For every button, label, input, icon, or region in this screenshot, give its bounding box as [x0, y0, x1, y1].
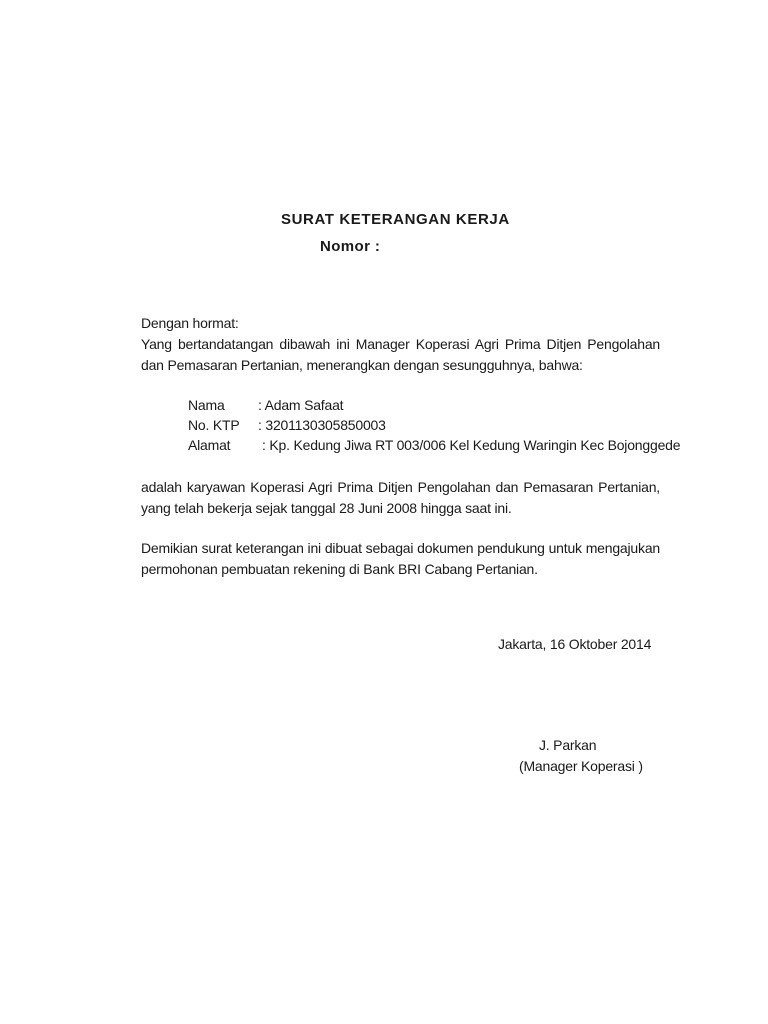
employment-statement: adalah karyawan Koperasi Agri Prima Ditjen Pengolahan dan Pemasaran Pertanian, yang telah bekerja sejak tanggal 28 Juni 2008 hingga saat ini.: [141, 479, 660, 516]
intro-paragraph: Yang bertandatangan dibawah ini Manager Koperasi Agri Prima Ditjen Pengolahan dan Pemasaran Pertanian, menerangkan dengan sesungguhnya, bahwa:: [141, 336, 660, 373]
document-title: SURAT KETERANGAN KERJA: [281, 211, 510, 228]
signer-name: J. Parkan: [539, 737, 597, 753]
document-number-label: Nomor :: [320, 238, 381, 255]
detail-row-address: [188, 435, 680, 455]
detail-label: Alamat: [188, 437, 231, 453]
detail-label: No. KTP: [188, 417, 240, 433]
detail-row-name: [188, 395, 680, 415]
detail-value: : Kp. Kedung Jiwa RT 003/006 Kel Kedung Waringin Kec Bojonggede: [262, 437, 681, 453]
greeting: Dengan hormat:: [141, 315, 239, 331]
detail-label: Nama: [188, 397, 225, 413]
detail-value: : Adam Safaat: [258, 397, 344, 413]
employee-details: [188, 395, 680, 455]
detail-row-ktp: [188, 415, 680, 435]
closing-paragraph: Demikian surat keterangan ini dibuat sebagai dokumen pendukung untuk mengajukan permohonan pembuatan rekening di Bank BRI Cabang Pertanian.: [141, 540, 660, 577]
place-and-date: Jakarta, 16 Oktober 2014: [498, 636, 652, 652]
detail-value: : 3201130305850003: [258, 417, 386, 433]
signer-title: (Manager Koperasi ): [519, 758, 643, 774]
